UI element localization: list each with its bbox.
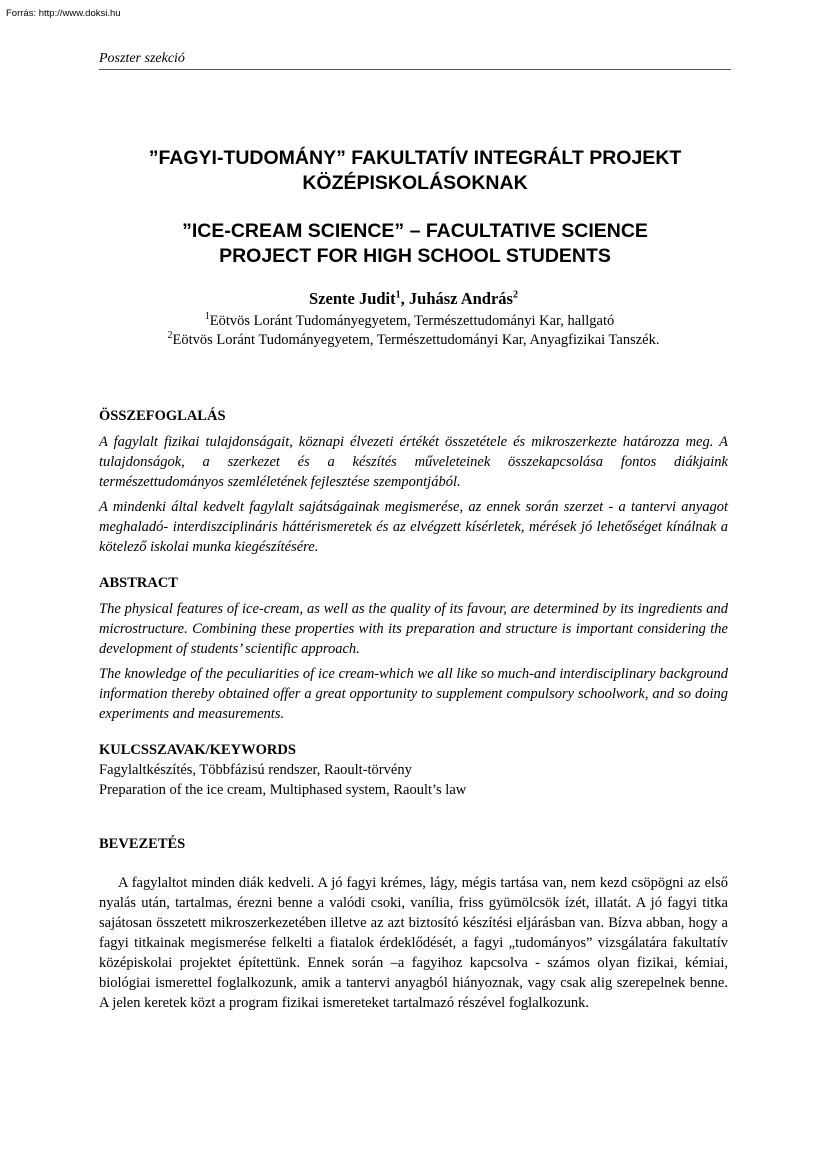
keywords-heading: KULCSSZAVAK/KEYWORDS	[99, 742, 296, 758]
author-2: Juhász András	[408, 289, 513, 308]
source-note: Forrás: http://www.doksi.hu	[6, 8, 121, 19]
author-1-affil-mark: 1	[395, 289, 401, 301]
keywords-english: Preparation of the ice cream, Multiphased system, Raoult’s law	[99, 782, 467, 798]
abstract-heading: ABSTRACT	[99, 575, 178, 591]
title-hu-line1: ”FAGYI-TUDOMÁNY” FAKULTATÍV INTEGRÁLT PROJEKT	[148, 147, 682, 169]
author-1: Szente Judit	[309, 289, 396, 308]
header-divider	[99, 69, 731, 70]
abstract-paragraph-1: The physical features of ice-cream, as well as the quality of its favour, are determined by its ingredients and microstructure. Combining these properties with its preparation and structure is important considering the development of students’ scientific approach.	[99, 601, 728, 657]
affiliation-1-text: Eötvös Loránt Tudományegyetem, Természettudományi Kar, hallgató	[209, 313, 615, 329]
osszefoglalas-paragraph-1: A fagylalt fizikai tulajdonságait, köznapi élvezeti értékét összetétele és mikroszerkezte határozza meg. A tulajdonságok, a szerkezet és a készítés műveleteinek összekapcsolása fontos diákjaink természettudományos szemléletének fejlesztése szempontjából.	[99, 434, 728, 490]
title-english	[70, 219, 760, 269]
bevezetes-heading: BEVEZETÉS	[99, 836, 186, 852]
keywords-hungarian: Fagylaltkészítés, Többfázisú rendszer, Raoult-törvény	[99, 762, 412, 778]
author-line	[0, 289, 827, 309]
bevezetes-paragraph-1: A fagylaltot minden diák kedveli. A jó fagyi krémes, lágy, mégis tartása van, nem kezd csöpögni az első nyalás után, tartalmas, érezni benne a valódi csoki, vanília, friss gyümölcsök ízét, illatát. A jó fagyi titka sajátosan összetett mikroszerkezetében illetve az azt biztosító készítési eljárásban van. Bízva abban, hogy a fagyi titkainak megismerése felkelti a fiatalok érdeklődését, a fagyi „tudományos” vizsgálatára fakultatív középiskolai projektet építettünk. Ennek során –a fagyihoz kapcsolva - számos olyan fizikai, kémiai, biológiai ismerettel foglalkozunk, amik a tantervi anyagból hiányoznak, vagy csak alig szerepelnek benne. A jelen keretek közt a program fizikai ismereteket tartalmazó részével foglalkozunk.	[99, 875, 728, 1011]
osszefoglalas-paragraph-2: A mindenki által kedvelt fagylalt sajátságainak megismerése, az ennek során szerzet - a tantervi anyagot meghaladó- interdiszciplináris háttérismeretek és az elvégzett kísérletek, mérések jó lehetőséget kínálnak a kötelező iskolai munka kiegészítésére.	[99, 499, 728, 555]
bevezetes-section	[99, 834, 728, 1013]
title-en-line1: ”ICE-CREAM SCIENCE” – FACULTATIVE SCIENCE	[182, 220, 648, 242]
affiliation-2	[0, 332, 827, 349]
keywords-section	[99, 740, 728, 800]
author-2-affil-mark: 2	[512, 289, 518, 301]
author-separator: ,	[400, 289, 409, 308]
affiliation-1	[0, 313, 823, 330]
title-hungarian	[70, 146, 760, 196]
abstract-section	[99, 573, 728, 724]
title-en-line2: PROJECT FOR HIGH SCHOOL STUDENTS	[219, 245, 611, 267]
osszefoglalas-heading: ÖSSZEFOGLALÁS	[99, 408, 226, 424]
affiliation-2-text: Eötvös Loránt Tudományegyetem, Természettudományi Kar, Anyagfizikai Tanszék.	[172, 332, 660, 348]
affiliation-2-mark: 2	[167, 330, 173, 342]
title-hu-line2: KÖZÉPISKOLÁSOKNAK	[302, 172, 528, 194]
affiliation-1-mark: 1	[204, 311, 210, 323]
abstract-paragraph-2: The knowledge of the peculiarities of ice cream-which we all like so much-and interdisciplinary background information thereby obtained offer a great opportunity to supplement compulsory schoolwork, and so doing experiments and measurements.	[99, 666, 728, 722]
osszefoglalas-section	[99, 406, 728, 557]
running-header: Poszter szekció	[99, 51, 185, 66]
